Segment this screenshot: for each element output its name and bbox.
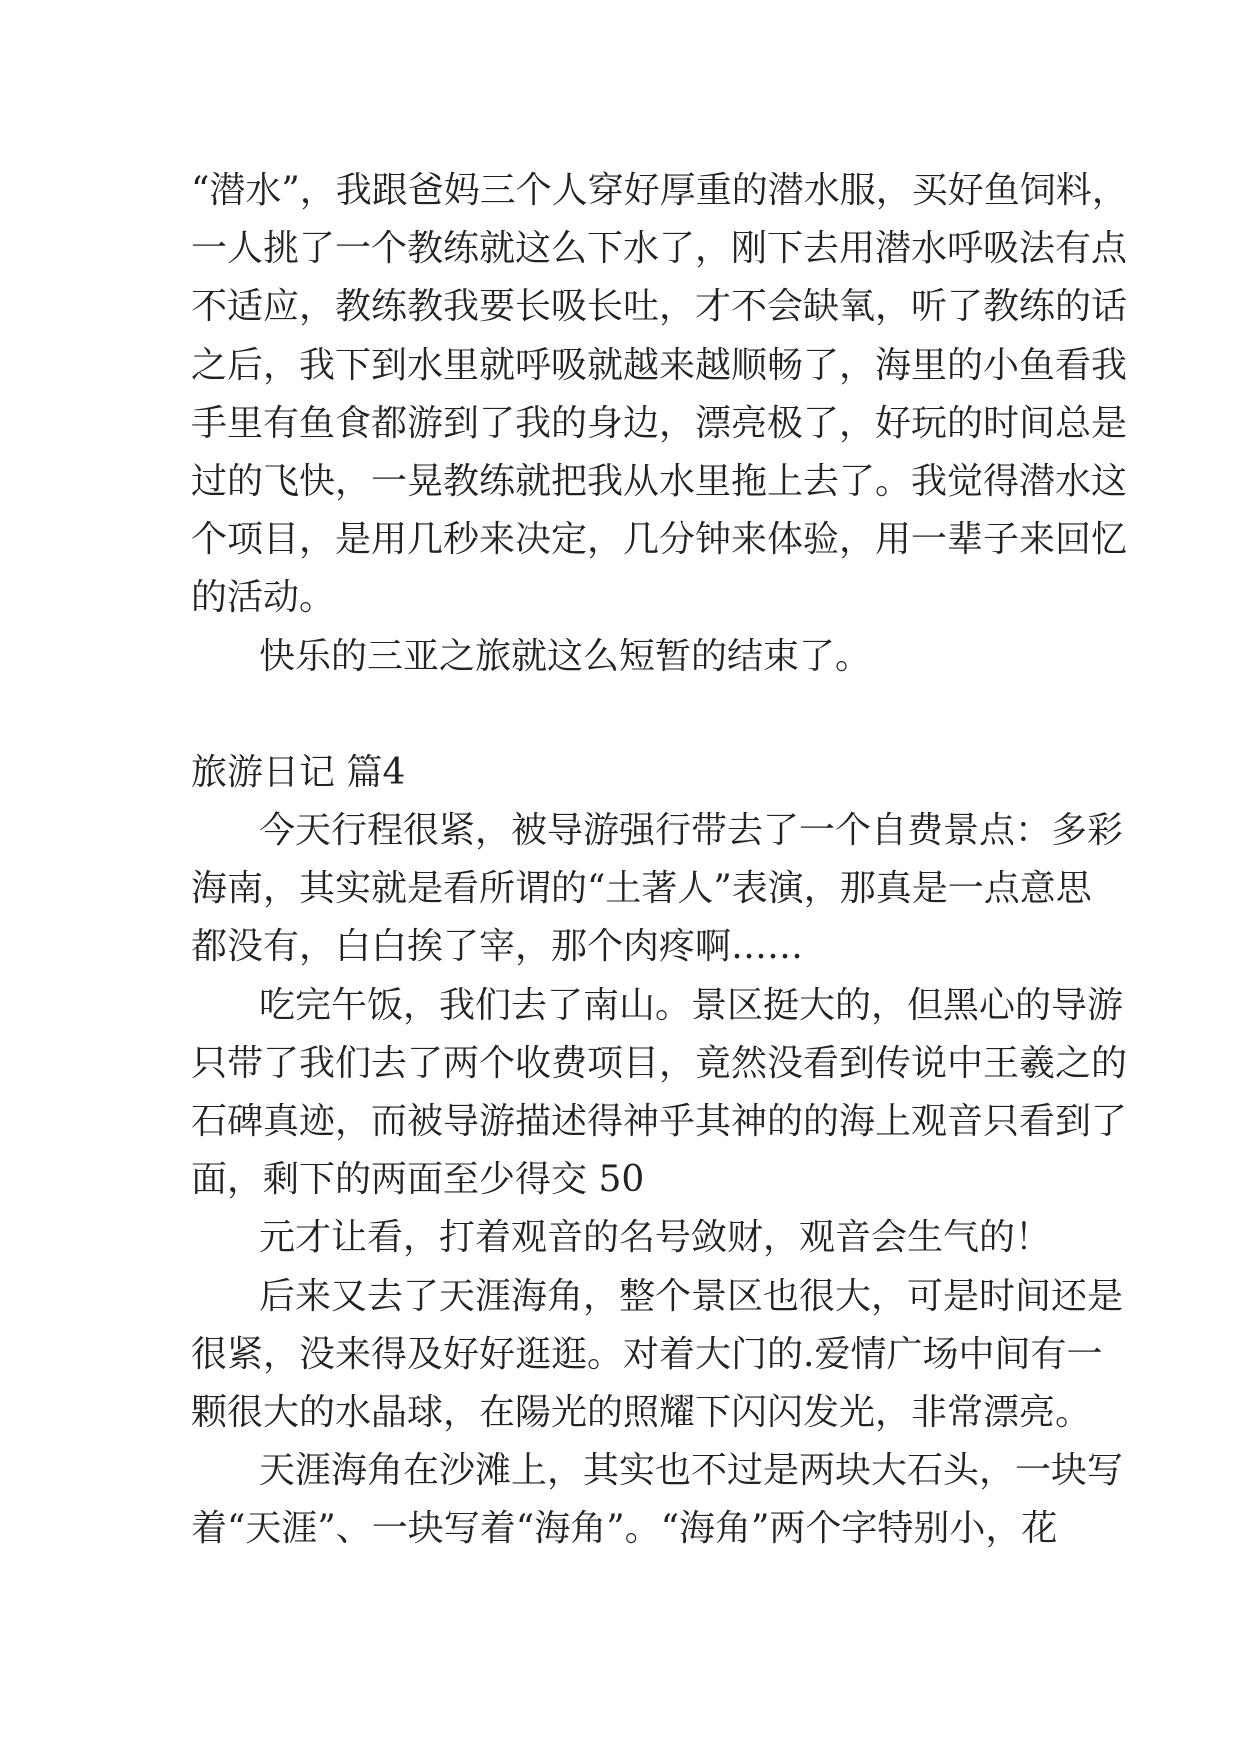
paragraph-start-line: 元才让看，打着观音的名号敛财，观音会生气的！ [259,1217,1052,1259]
text-line: 很紧，没来得及好好逛逛。对着大门的.爱情广场中间有一 [191,1333,1103,1375]
text-line: 颗很大的水晶球，在陽光的照耀下闪闪发光，非常漂亮。 [191,1391,1092,1433]
text-line: 手里有鱼食都游到了我的身边，漂亮极了，好玩的时间总是 [191,402,1128,444]
text-line: 一人挑了一个教练就这么下水了，刚下去用潜水呼吸法有点 [191,228,1128,270]
paragraph-start-line: 快乐的三亚之旅就这么短暂的结束了。 [259,635,872,677]
paragraph-start-line: 后来又去了天涯海角，整个景区也很大，可是时间还是 [259,1275,1124,1317]
paragraph-start-line: 今天行程很紧，被导游强行带去了一个自费景点：多彩 [259,810,1124,852]
text-line: 石碑真迹，而被导游描述得神乎其神的的海上观音只看到了 [191,1101,1128,1142]
text-line: 海南，其实就是看所谓的“土著人”表演，那真是一点意思 [191,868,1092,910]
text-line: 都没有，白白挨了宰，那个肉疼啊…… [191,926,804,968]
paragraph-start-line: 吃完午饭，我们去了南山。景区挺大的，但黑心的导游 [259,984,1124,1026]
text-line: 不适应，教练教我要长吸长吐，才不会缺氧，听了教练的话 [191,286,1128,328]
text-line: 个项目，是用几秒来决定，几分钟来体验，用一辈子来回忆 [191,519,1128,561]
text-line: 着“天涯”、一块写着“海角”。“海角”两个字特别小，花 [191,1508,1058,1550]
text-line: 之后，我下到水里就呼吸就越来越顺畅了，海里的小鱼看我 [191,344,1128,386]
text-line: 的活动。 [191,577,336,619]
document-body [191,162,1201,1559]
text-line: “潜水”，我跟爸妈三个人穿好厚重的潜水服，买好鱼饲料， [191,170,1128,211]
section-heading: 旅游日记 篇4 [191,751,406,793]
text-line: 只带了我们去了两个收费项目，竟然没看到传说中王羲之的 [191,1042,1128,1084]
blank-line [191,686,1201,744]
paragraph-start-line: 天涯海角在沙滩上，其实也不过是两块大石头，一块写 [259,1450,1124,1492]
text-line: 过的飞快，一晃教练就把我从水里拖上去了。我觉得潜水这 [191,460,1128,502]
text-line: 面，剩下的两面至少得交 50 [191,1159,645,1201]
